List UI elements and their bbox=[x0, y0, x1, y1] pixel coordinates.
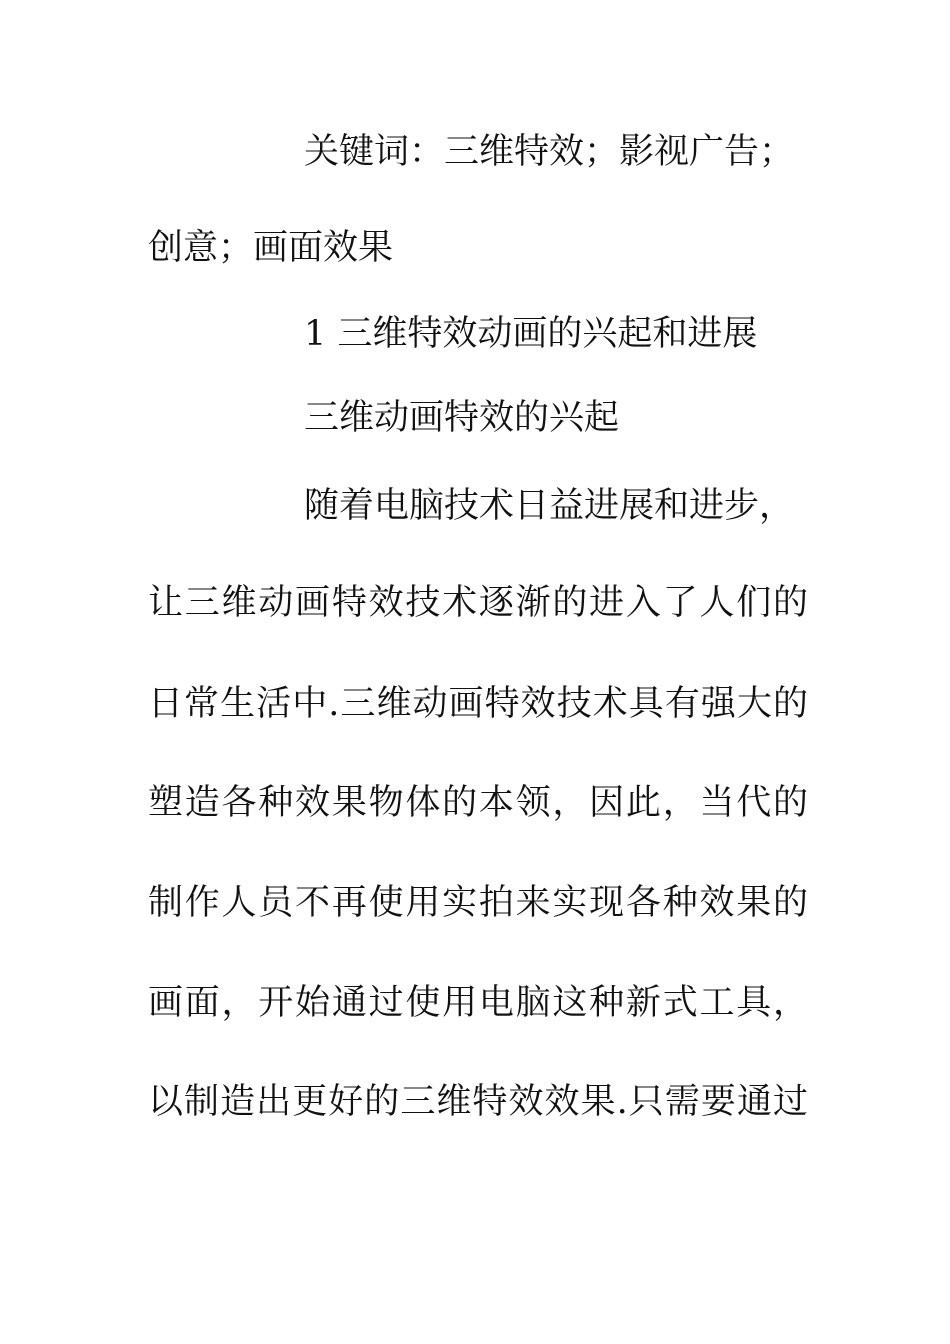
paragraph-line: 日常生活中.三维动画特效技术具有强大的 bbox=[148, 684, 808, 724]
keywords-line-1: 关键词：三维特效；影视广告； bbox=[304, 132, 795, 172]
paragraph-line: 塑造各种效果物体的本领，因此，当代的 bbox=[148, 783, 808, 823]
paragraph-line: 以制造出更好的三维特效效果.只需要通过 bbox=[148, 1082, 808, 1122]
paragraph-line: 制作人员不再使用实拍来实现各种效果的 bbox=[148, 883, 808, 923]
paragraph-line: 让三维动画特效技术逐渐的进入了人们的 bbox=[148, 583, 808, 623]
subsection-heading: 三维动画特效的兴起 bbox=[304, 398, 620, 438]
section-heading: 1 三维特效动画的兴起和进展 bbox=[304, 314, 758, 354]
keywords-line-2: 创意；画面效果 bbox=[148, 228, 394, 268]
paragraph-line: 随着电脑技术日益进展和进步， bbox=[304, 486, 795, 526]
paragraph-line: 画面，开始通过使用电脑这种新式工具， bbox=[148, 983, 808, 1023]
